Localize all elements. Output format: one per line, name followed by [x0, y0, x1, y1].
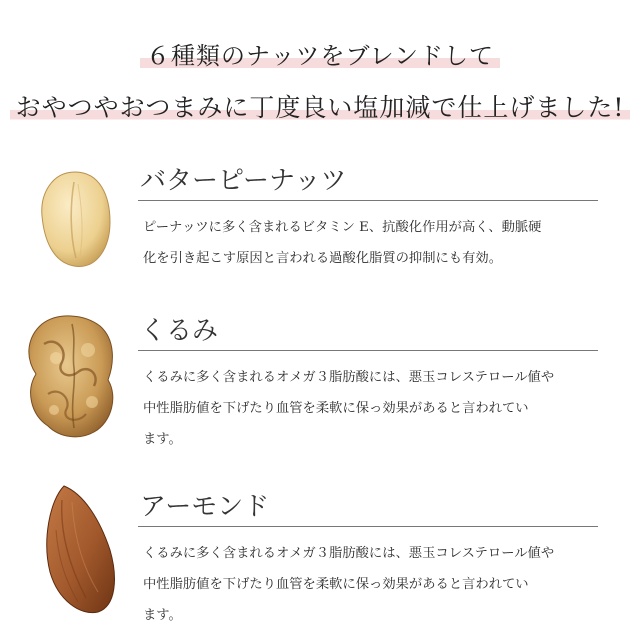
nut-description-almond	[143, 538, 613, 631]
desc-line: くるみに多く含まれるオメガ３脂肪酸には、悪玉コレステロール値や	[143, 370, 555, 385]
desc-line: 中性脂肪値を下げたり血管を柔軟に保っ効果があると言われてい	[143, 401, 529, 416]
walnut-icon	[22, 310, 122, 440]
desc-line: 中性脂肪値を下げたり血管を柔軟に保っ効果があると言われてい	[143, 577, 529, 592]
divider	[138, 200, 598, 201]
nut-description-walnut	[143, 362, 613, 455]
nut-description-peanut	[143, 212, 613, 274]
peanut-icon	[30, 166, 120, 276]
nut-name-walnut: くるみ	[140, 316, 219, 346]
nut-name-almond: アーモンド	[140, 492, 270, 522]
divider	[138, 350, 598, 351]
headline-line-1	[0, 36, 640, 71]
divider	[138, 526, 598, 527]
headline-line-2	[0, 88, 640, 124]
almond-icon	[34, 480, 124, 620]
headline-text-1: ６種類のナッツをブレンドして	[140, 42, 500, 70]
desc-line: ます。	[143, 608, 182, 623]
desc-line: くるみに多く含まれるオメガ３脂肪酸には、悪玉コレステロール値や	[143, 546, 555, 561]
desc-line: ます。	[143, 432, 182, 447]
nut-name-peanut: バターピーナッツ	[140, 166, 347, 196]
desc-line: 化を引き起こす原因と言われる過酸化脂質の抑制にも有効。	[143, 251, 503, 266]
headline-text-2: おやつやおつまみに丁度良い塩加減で仕上げました!	[10, 93, 631, 122]
desc-line: ピーナッツに多く含まれるビタミン E、抗酸化作用が高く、動脈硬	[143, 220, 542, 235]
